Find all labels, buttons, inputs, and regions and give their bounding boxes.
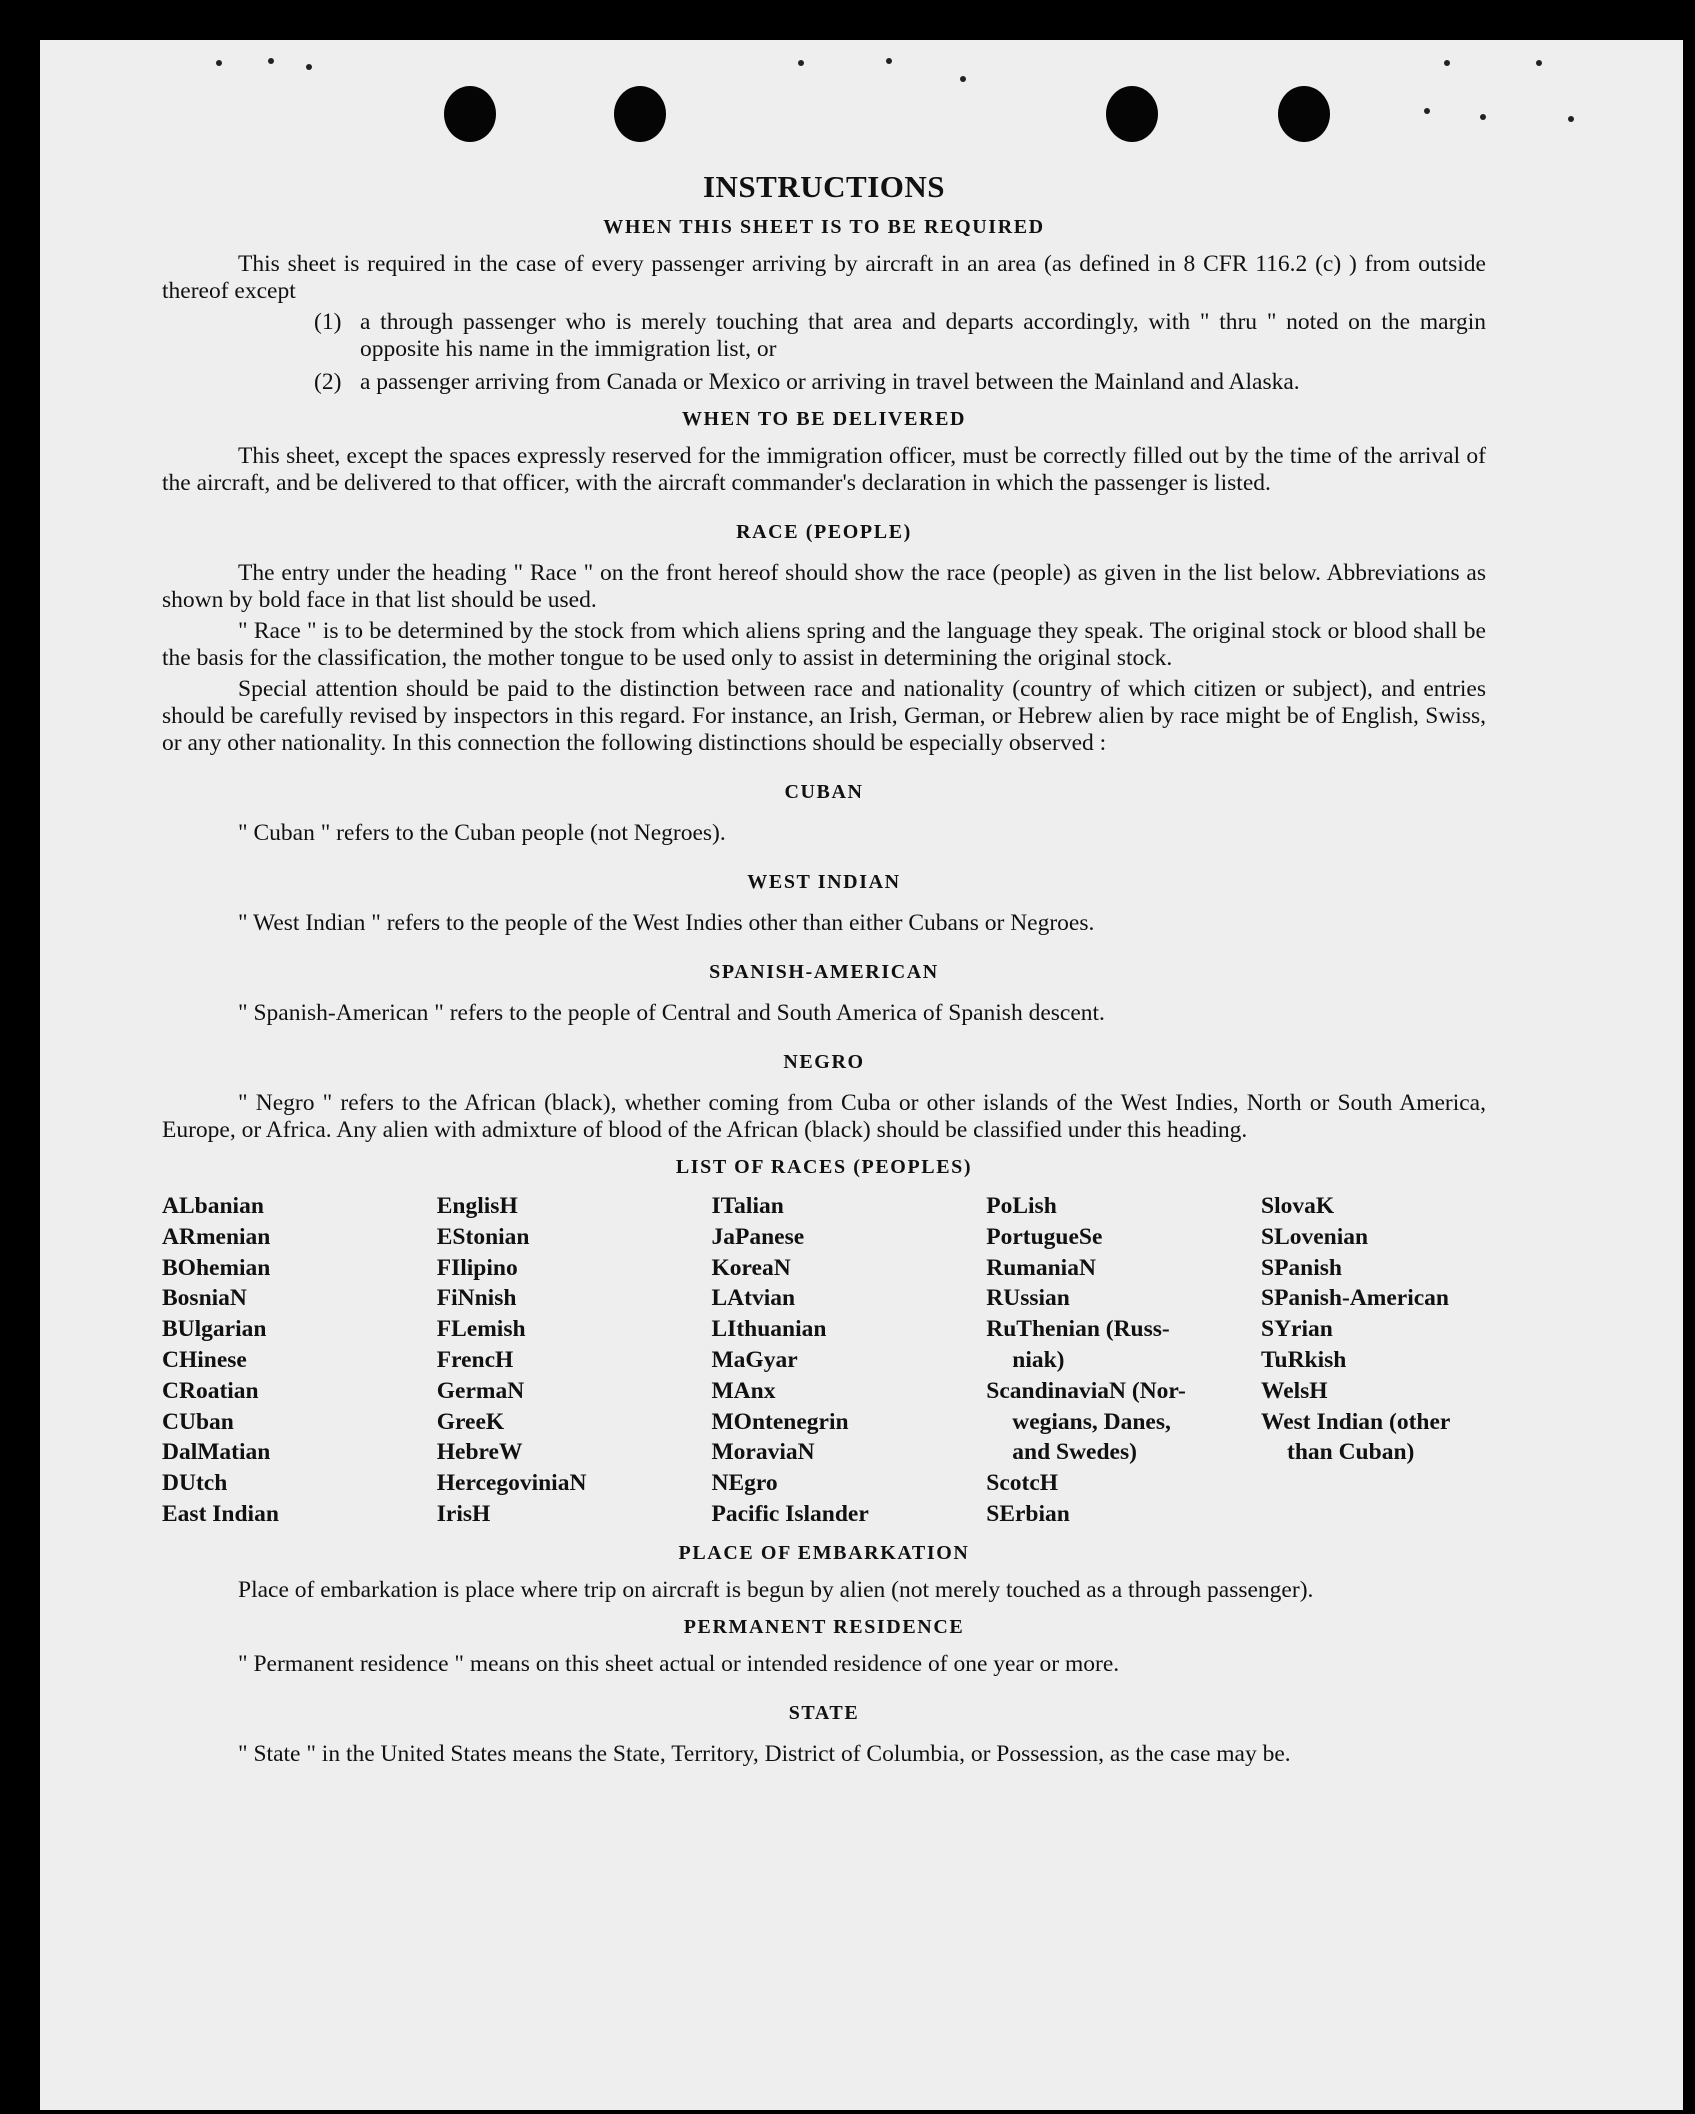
race-entry: JaPanese <box>711 1223 805 1250</box>
race-entry: GermaN <box>436 1377 525 1404</box>
exception-text: a through passenger who is merely touching that area and departs accordingly, with " thru " noted on the margin opposite his name in the immigration list, or <box>360 309 1486 362</box>
race-entry: EnglisH <box>436 1193 518 1219</box>
exception-item <box>162 309 1486 363</box>
race-entry: CRoatian <box>162 1377 259 1404</box>
exception-text: a passenger arriving from Canada or Mexico or arriving in travel between the Mainland and Alaska. <box>360 369 1300 395</box>
speck <box>1480 114 1486 120</box>
speck <box>216 60 222 66</box>
race-entry: RuThenian (Russ- <box>986 1316 1170 1343</box>
race-entry: HercegoviniaN <box>436 1470 587 1497</box>
heading-place-of-embarkation: PLACE OF EMBARKATION <box>678 1541 970 1564</box>
speck <box>1568 116 1574 122</box>
races-column-3 <box>712 1191 937 1530</box>
race-entry: FrencH <box>436 1346 514 1373</box>
race-entry: TuRkish <box>1261 1346 1347 1373</box>
race-entry: EStonian <box>436 1223 530 1250</box>
race-entry: BOhemian <box>162 1254 271 1281</box>
instructions-content <box>162 128 1486 1768</box>
race-entry: ALbanian <box>162 1193 264 1219</box>
heading-when-required: WHEN THIS SHEET IS TO BE REQUIRED <box>603 216 1045 238</box>
heading-cuban: CUBAN <box>784 781 864 803</box>
race-entry: BosniaN <box>162 1285 247 1312</box>
race-entry: DUtch <box>162 1470 228 1497</box>
race-entry: SPanish-American <box>1261 1285 1449 1312</box>
races-column-2 <box>437 1191 662 1530</box>
race-entry: SYrian <box>1261 1316 1333 1343</box>
heading-list-of-races: LIST OF RACES (PEOPLES) <box>675 1156 973 1178</box>
speck <box>798 60 804 66</box>
race-entry: RumaniaN <box>986 1254 1096 1281</box>
race-entry: Pacific Islander <box>711 1500 869 1527</box>
speck <box>268 58 274 64</box>
heading-permanent-residence: PERMANENT RESIDENCE <box>683 1615 965 1638</box>
race-entry: LIthuanian <box>711 1316 827 1343</box>
race-entry-continued: than Cuban) <box>1287 1439 1415 1466</box>
residence-text: " Permanent residence " means on this sheet actual or intended residence of one year or more. <box>238 1650 1120 1677</box>
race-entry: PoLish <box>986 1193 1057 1219</box>
race-entry: SlovaK <box>1261 1193 1335 1219</box>
race-entry: SPanish <box>1261 1254 1342 1281</box>
required-intro: This sheet is required in the case of every passenger arriving by aircraft in an area (as defined in 8 CFR 116.2 (c) ) from outside thereof except <box>162 251 1486 304</box>
races-list <box>162 1191 1486 1530</box>
delivered-text: This sheet, except the spaces expressly reserved for the immigration officer, must be correctly filled out by the time of the arrival of the aircraft, and be delivered to that officer, with the aircraft commander's declaration in which the passenger is listed. <box>162 443 1486 496</box>
race-entry-continued: wegians, Danes, <box>1012 1408 1171 1435</box>
race-entry: MoraviaN <box>711 1439 815 1466</box>
speck <box>960 76 966 82</box>
race-paragraph-1: The entry under the heading " Race " on the front hereof should show the race (people) as given in the list below. Abbreviations as shown by bold face in that list should be used. <box>162 560 1486 613</box>
race-entry: MOntenegrin <box>711 1408 849 1435</box>
race-entry: IrisH <box>436 1500 491 1527</box>
speck <box>886 58 892 64</box>
race-entry: NEgro <box>711 1470 778 1497</box>
speck <box>1536 60 1542 66</box>
races-column-5 <box>1261 1191 1486 1530</box>
heading-when-delivered: WHEN TO BE DELIVERED <box>681 408 967 430</box>
race-entry: BUlgarian <box>162 1316 267 1343</box>
race-entry: WelsH <box>1261 1377 1328 1404</box>
race-entry: FLemish <box>436 1316 526 1343</box>
heading-race: RACE (PEOPLE) <box>736 521 912 543</box>
exception-number: (1) <box>314 309 342 335</box>
race-entry: KoreaN <box>711 1254 791 1281</box>
race-entry: FiNnish <box>436 1285 517 1312</box>
heading-west-indian: WEST INDIAN <box>747 871 901 893</box>
race-entry: West Indian (other <box>1261 1408 1451 1435</box>
race-entry: ARmenian <box>162 1223 271 1250</box>
race-entry: FIlipino <box>436 1254 518 1281</box>
race-entry: RUssian <box>986 1285 1070 1312</box>
race-entry-continued: and Swedes) <box>1012 1439 1137 1466</box>
race-entry: LAtvian <box>711 1285 796 1312</box>
race-entry: ScotcH <box>986 1470 1059 1497</box>
speck <box>1444 60 1450 66</box>
speck <box>306 64 312 70</box>
lower-sections <box>162 1540 1486 1768</box>
cuban-text: " Cuban " refers to the Cuban people (not Negroes). <box>238 820 726 846</box>
race-entry-continued: niak) <box>1012 1346 1065 1373</box>
exception-list <box>162 309 1486 396</box>
race-entry: MAnx <box>711 1377 776 1404</box>
race-entry: CUban <box>162 1408 234 1435</box>
page-title: INSTRUCTIONS <box>702 169 945 204</box>
negro-text: " Negro " refers to the African (black), whether coming from Cuba or other islands of the West Indies, North or South America, Europe, or Africa. Any alien with admixture of blood of the African (black) should be classified under this heading. <box>162 1090 1486 1143</box>
race-entry: GreeK <box>436 1408 505 1435</box>
race-paragraph-2: " Race " is to be determined by the stock from which aliens spring and the language they speak. The original stock or blood shall be the basis for the classification, the mother tongue to be used only to assist in determining the original stock. <box>162 618 1486 671</box>
race-entry: CHinese <box>162 1346 247 1373</box>
races-column-4 <box>986 1191 1211 1530</box>
race-entry: MaGyar <box>711 1346 798 1373</box>
race-entry: DalMatian <box>162 1439 271 1466</box>
exception-number: (2) <box>314 369 342 395</box>
race-entry: SErbian <box>986 1500 1070 1527</box>
heading-spanish-american: SPANISH-AMERICAN <box>709 961 939 983</box>
races-column-1 <box>162 1191 387 1530</box>
speck <box>1424 108 1430 114</box>
race-paragraph-3: Special attention should be paid to the distinction between race and nationality (country of which citizen or subject), and entries should be carefully revised by inspectors in this regard. For instance, an Irish, German, or Hebrew alien by race might be of English, Swiss, or any other nationality. In this connection the following distinctions should be especially observed : <box>162 676 1486 756</box>
race-entry: HebreW <box>436 1439 523 1466</box>
race-entry: East Indian <box>162 1500 279 1527</box>
state-text: " State " in the United States means the State, Territory, District of Columbia, or Possession, as the case may be. <box>238 1740 1291 1767</box>
heading-state: STATE <box>788 1701 860 1724</box>
race-entry: ITalian <box>711 1193 784 1219</box>
embarkation-text: Place of embarkation is place where trip on aircraft is begun by alien (not merely touched as a through passenger). <box>238 1576 1314 1603</box>
race-entry: PortugueSe <box>986 1223 1103 1250</box>
spanish-american-text: " Spanish-American " refers to the people of Central and South America of Spanish descent. <box>238 1000 1105 1026</box>
west-indian-text: " West Indian " refers to the people of the West Indies other than either Cubans or Negroes. <box>238 910 1095 936</box>
race-entry: SLovenian <box>1261 1223 1369 1250</box>
heading-negro: NEGRO <box>783 1051 865 1073</box>
exception-item <box>162 369 1486 396</box>
race-entry: ScandinaviaN (Nor- <box>986 1377 1186 1404</box>
